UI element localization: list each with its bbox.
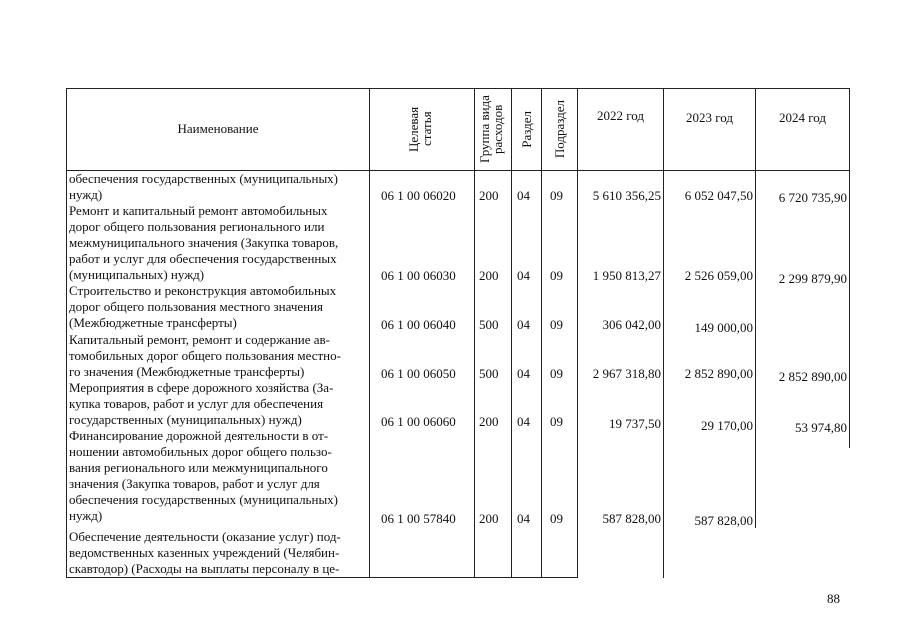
header-section — [512, 89, 541, 169]
table-row-name: Мероприятия в сфере дорожного хозяйства (За- купка товаров, работ и услуг для обеспечения государственных (муниципальных) нужд) — [69, 380, 334, 427]
row-subsection: 09 — [550, 268, 563, 283]
header-name-label: Наименование — [177, 121, 259, 136]
row-value-2023: 2 852 890,00 — [684, 366, 753, 381]
header-subsection — [542, 89, 577, 169]
header-expense-group-label: Группа вида расходов — [477, 95, 505, 163]
row-group: 200 — [479, 188, 499, 203]
header-2023-label: 2023 год — [686, 110, 733, 125]
header-section-label: Раздел — [519, 110, 534, 148]
row-value-2024: 2 852 890,00 — [778, 369, 847, 384]
row-code: 06 1 00 06060 — [381, 414, 456, 429]
row-subsection: 09 — [550, 317, 563, 332]
row-value-2023: 587 828,00 — [694, 513, 753, 528]
row-group: 200 — [479, 414, 499, 429]
row-value-2022: 306 042,00 — [602, 317, 661, 332]
row-code: 06 1 00 57840 — [381, 511, 456, 526]
col-border — [849, 88, 850, 448]
row-value-2023: 149 000,00 — [694, 320, 753, 335]
header-2024-label: 2024 год — [779, 110, 826, 125]
table-row-name: Капитальный ремонт, ремонт и содержание ав- томобильных дорог общего пользования местно- го значения (Межбюджетные трансферты) — [69, 332, 341, 379]
row-section: 04 — [517, 268, 530, 283]
row-section: 04 — [517, 414, 530, 429]
header-2024 — [756, 78, 849, 158]
row-value-2024: 2 299 879,90 — [778, 271, 847, 286]
row-code: 06 1 00 06040 — [381, 317, 456, 332]
row-value-2022: 1 950 813,27 — [592, 268, 661, 283]
row-group: 200 — [479, 511, 499, 526]
table-row-name: обеспечения государственных (муниципальных) нужд) — [69, 171, 339, 202]
header-subsection-label: Подраздел — [552, 99, 567, 159]
table-row-name: Строительство и реконструкция автомобильных дорог общего пользования местного значения (Межбюджетные трансферты) — [69, 283, 337, 330]
table-row-name: Финансирование дорожной деятельности в от- ношении автомобильных дорог общего пользо- вания регионального или межмуниципального значения (Закупка товаров, работ и услуг для обеспечения государственных (муниципальных) нужд) — [69, 428, 339, 523]
header-2022-label: 2022 год — [597, 108, 644, 123]
header-2022 — [578, 76, 663, 156]
table-row-name: Обеспечение деятельности (оказание услуг) под- ведомственных казенных учреждений (Челябин- скавтодор) (Расходы на выплаты персоналу в це- — [69, 529, 341, 576]
row-group: 500 — [479, 317, 499, 332]
row-group: 500 — [479, 366, 499, 381]
row-value-2023: 6 052 047,50 — [684, 188, 753, 203]
row-value-2023: 2 526 059,00 — [684, 268, 753, 283]
row-subsection: 09 — [550, 366, 563, 381]
row-section: 04 — [517, 366, 530, 381]
row-value-2022: 587 828,00 — [602, 511, 661, 526]
row-section: 04 — [517, 317, 530, 332]
row-subsection: 09 — [550, 414, 563, 429]
col-border — [577, 88, 578, 578]
row-value-2024: 6 720 735,90 — [778, 190, 847, 205]
row-subsection: 09 — [550, 188, 563, 203]
page-number: 88 — [827, 591, 840, 606]
budget-table — [66, 88, 850, 578]
row-code: 06 1 00 06020 — [381, 188, 456, 203]
row-section: 04 — [517, 188, 530, 203]
table-row-name: Ремонт и капитальный ремонт автомобильных дорог общего пользования регионального или межмуниципального значения (Закупка товаров, работ и услуг для обеспечения государственных (муниципальных) нужд) — [69, 203, 339, 282]
col-border — [663, 88, 664, 578]
row-value-2024: 53 974,80 — [795, 420, 847, 435]
header-target-article-label: Целевая статья — [406, 106, 434, 152]
row-code: 06 1 00 06050 — [381, 366, 456, 381]
header-2023 — [664, 78, 755, 158]
row-value-2022: 2 967 318,80 — [592, 366, 661, 381]
row-value-2022: 19 737,50 — [609, 416, 661, 431]
row-subsection: 09 — [550, 511, 563, 526]
header-name — [67, 89, 369, 169]
table-bottom-border — [66, 577, 578, 578]
row-value-2022: 5 610 356,25 — [592, 188, 661, 203]
header-target-article — [370, 89, 474, 169]
row-section: 04 — [517, 511, 530, 526]
row-group: 200 — [479, 268, 499, 283]
row-value-2023: 29 170,00 — [701, 418, 753, 433]
header-expense-group — [475, 89, 511, 169]
row-code: 06 1 00 06030 — [381, 268, 456, 283]
